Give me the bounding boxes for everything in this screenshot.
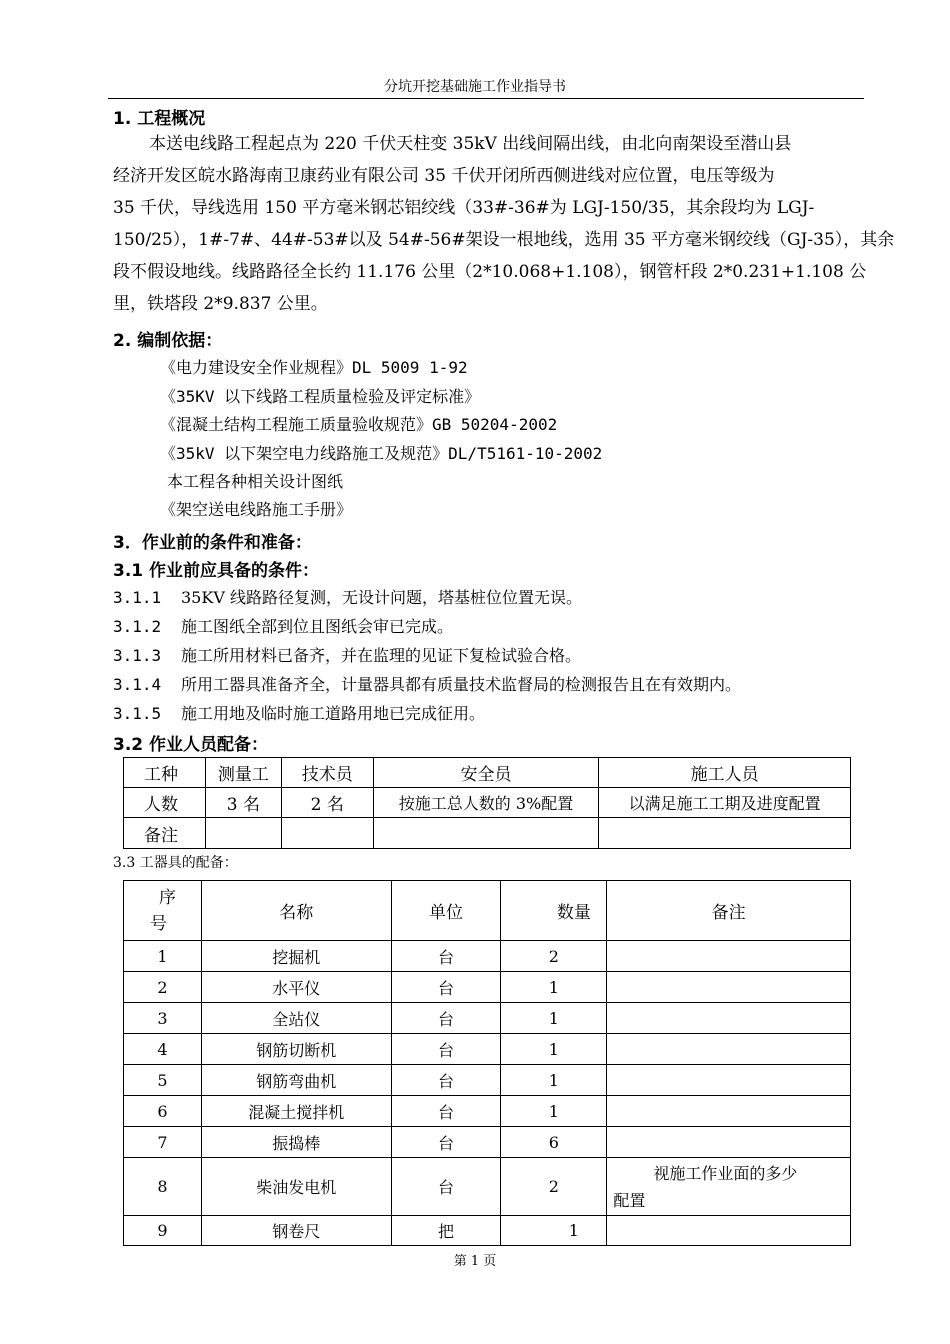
- table-row: [124, 788, 851, 818]
- cell-note: [607, 1003, 851, 1034]
- cell-note: [607, 941, 851, 972]
- cell-qty: 1: [501, 972, 607, 1003]
- condition-text: 施工用地及临时施工道路用地已完成征用。: [181, 704, 486, 723]
- cell-note: [607, 1034, 851, 1065]
- cell-name: 振捣棒: [201, 1127, 391, 1158]
- cell-name: 挖掘机: [201, 941, 391, 972]
- table-cell: 测量工: [205, 758, 281, 788]
- cell-qty: 1: [501, 1216, 607, 1246]
- cell-qty: 1: [501, 1065, 607, 1096]
- table-row: [124, 1096, 851, 1127]
- page-footer: 第 1 页: [453, 1254, 497, 1269]
- table-cell: 安全员: [373, 758, 599, 788]
- condition-number: 3.1.1: [113, 588, 162, 607]
- cell-qty: 2: [501, 1158, 607, 1216]
- section-3-title: 3．作业前的条件和准备：: [113, 533, 312, 553]
- cell-unit: 台: [391, 1003, 501, 1034]
- cell-unit: 台: [391, 1158, 501, 1216]
- cell-name: 钢筋切断机: [201, 1034, 391, 1065]
- header-seq-line2: 号: [149, 913, 167, 934]
- table-cell: 3 名: [205, 788, 281, 818]
- reference-item: 《35KV 以下线路工程质量检验及评定标准》: [160, 387, 481, 406]
- para-line: 段不假设地线。线路路径全长约 11.176 公里（2*10.068+1.108），钢管杆段 2*0.231+1.108 公: [113, 262, 867, 282]
- reference-item: 《架空送电线路施工手册》: [160, 500, 353, 519]
- section-3-3-title: 3.3 工器具的配备：: [113, 855, 238, 871]
- table-header-row: [124, 881, 851, 941]
- table-row: [124, 758, 851, 788]
- table-cell: 人数: [124, 788, 206, 818]
- table-row: [124, 818, 851, 849]
- condition-number: 3.1.3: [113, 646, 162, 665]
- condition-number: 3.1.5: [113, 704, 162, 723]
- cell-unit: 台: [391, 1096, 501, 1127]
- cell-note: [607, 1096, 851, 1127]
- table-cell: [205, 818, 281, 849]
- cell-seq: 8: [124, 1158, 202, 1216]
- para-line: 150/25），1#-7#、44#-53#以及 54#-56#架设一根地线，选用 35 平方毫米钢绞线（GJ-35），其余: [113, 230, 895, 250]
- cell-name: 钢筋弯曲机: [201, 1065, 391, 1096]
- table-cell: 施工人员: [599, 758, 851, 788]
- cell-note: [607, 1216, 851, 1246]
- section-1-paragraph: [113, 128, 895, 320]
- table-cell: 技术员: [281, 758, 373, 788]
- cell-qty: 2: [501, 941, 607, 972]
- header-unit: 单位: [391, 881, 501, 941]
- header-seq-line1: 序: [158, 887, 176, 908]
- cell-qty: 1: [501, 1034, 607, 1065]
- para-line: 本送电线路工程起点为 220 千伏天柱变 35kV 出线间隔出线，由北向南架设至潜山县: [149, 134, 792, 154]
- condition-number: 3.1.4: [113, 675, 162, 694]
- cell-name: 全站仪: [201, 1003, 391, 1034]
- cell-unit: 台: [391, 1065, 501, 1096]
- table-row: [124, 972, 851, 1003]
- header-name: 名称: [201, 881, 391, 941]
- cell-unit: 台: [391, 1127, 501, 1158]
- header-seq: [124, 881, 202, 941]
- cell-note: [607, 1065, 851, 1096]
- table-row: [124, 1065, 851, 1096]
- condition-text: 施工图纸全部到位且图纸会审已完成。: [181, 617, 454, 636]
- cell-unit: 把: [391, 1216, 501, 1246]
- cell-seq: 9: [124, 1216, 202, 1246]
- header-note: 备注: [607, 881, 851, 941]
- section-2-title: 2. 编制依据：: [113, 331, 223, 351]
- condition-item: [113, 643, 581, 666]
- table-row: [124, 941, 851, 972]
- cell-note: [607, 972, 851, 1003]
- cell-seq: 4: [124, 1034, 202, 1065]
- table-row: [124, 1158, 851, 1216]
- note-line1: 视施工作业面的多少: [653, 1163, 798, 1183]
- cell-unit: 台: [391, 1034, 501, 1065]
- condition-item: [113, 614, 453, 637]
- page-header-title: 分坑开挖基础施工作业指导书: [384, 79, 566, 95]
- table-row: [124, 1127, 851, 1158]
- condition-text: 35KV 线路路径复测，无设计问题，塔基桩位位置无误。: [181, 588, 582, 607]
- table-row: [124, 1003, 851, 1034]
- reference-item: 本工程各种相关设计图纸: [167, 472, 344, 491]
- table-cell: [281, 818, 373, 849]
- cell-name: 水平仪: [201, 972, 391, 1003]
- table-cell: 2 名: [281, 788, 373, 818]
- condition-item: [113, 672, 741, 695]
- table-row: [124, 1034, 851, 1065]
- header-rule: [108, 98, 864, 99]
- cell-note: [607, 1158, 851, 1216]
- condition-item: [113, 585, 582, 608]
- cell-seq: 3: [124, 1003, 202, 1034]
- cell-qty: 1: [501, 1003, 607, 1034]
- cell-name: 柴油发电机: [201, 1158, 391, 1216]
- cell-seq: 1: [124, 941, 202, 972]
- cell-seq: 6: [124, 1096, 202, 1127]
- table-cell: 备注: [124, 818, 206, 849]
- cell-name: 混凝土搅拌机: [201, 1096, 391, 1127]
- tools-table: [123, 880, 851, 1246]
- condition-number: 3.1.2: [113, 617, 162, 636]
- cell-seq: 2: [124, 972, 202, 1003]
- condition-text: 施工所用材料已备齐，并在监理的见证下复检试验合格。: [181, 646, 582, 665]
- cell-unit: 台: [391, 941, 501, 972]
- section-3-2-title: 3.2 作业人员配备：: [113, 735, 269, 755]
- table-cell: [599, 818, 851, 849]
- cell-qty: 1: [501, 1096, 607, 1127]
- table-cell: 以满足施工工期及进度配置: [599, 788, 851, 818]
- cell-qty: 6: [501, 1127, 607, 1158]
- reference-item: 《混凝土结构工程施工质量验收规范》GB 50204-2002: [160, 415, 558, 434]
- table-cell: [373, 818, 599, 849]
- table-cell: 工种: [124, 758, 206, 788]
- condition-text: 所用工器具准备齐全，计量器具都有质量技术监督局的检测报告且在有效期内。: [181, 675, 742, 694]
- section-3-1-title: 3.1 作业前应具备的条件：: [113, 561, 320, 581]
- cell-seq: 5: [124, 1065, 202, 1096]
- cell-unit: 台: [391, 972, 501, 1003]
- reference-item: 《35kV 以下架空电力线路施工及规范》DL/T5161-10-2002: [160, 444, 603, 463]
- note-line2: 配置: [613, 1190, 646, 1210]
- cell-seq: 7: [124, 1127, 202, 1158]
- cell-name: 钢卷尺: [201, 1216, 391, 1246]
- condition-item: [113, 701, 485, 724]
- reference-item: 《电力建设安全作业规程》DL 5009 1-92: [160, 358, 468, 377]
- para-line: 35 千伏，导线选用 150 平方毫米钢芯铝绞线（33#-36#为 LGJ-150/35，其余段均为 LGJ-: [113, 198, 815, 218]
- cell-note: [607, 1127, 851, 1158]
- section-1-title: 1. 工程概况: [113, 109, 206, 129]
- header-qty: 数量: [501, 881, 607, 941]
- table-cell: 按施工总人数的 3%配置: [373, 788, 599, 818]
- para-line: 经济开发区皖水路海南卫康药业有限公司 35 千伏开闭所西侧进线对应位置，电压等级为: [113, 166, 775, 186]
- staff-table: [123, 757, 851, 849]
- para-line: 里，铁塔段 2*9.837 公里。: [113, 294, 328, 314]
- table-row: [124, 1216, 851, 1246]
